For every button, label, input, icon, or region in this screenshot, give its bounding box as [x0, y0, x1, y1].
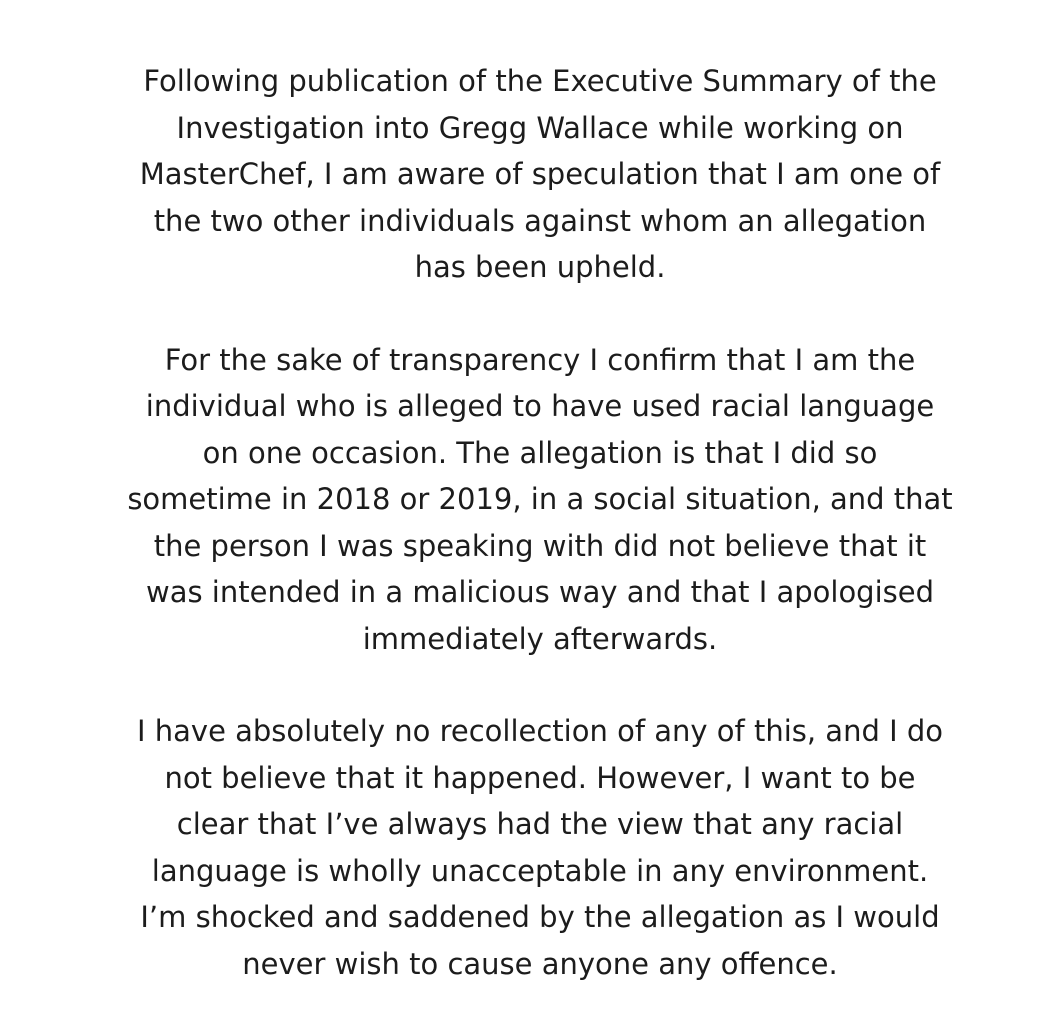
paragraph-1-line-2: Investigation into Gregg Wallace while working on [176, 110, 904, 145]
paragraph-1 [66, 58, 1014, 291]
paragraph-1-line-4: the two other individuals against whom an allegation [153, 203, 927, 238]
statement-text [0, 58, 1058, 987]
paragraph-2-line-1: For the sake of transparency I confirm that I am the [164, 342, 916, 377]
paragraph-1-line-3: MasterChef, I am aware of speculation that I am one of [139, 157, 941, 191]
paragraph-2-line-3: on one occasion. The allegation is that I did so [202, 435, 878, 470]
paragraph-3-line-2: not believe that it happened. However, I want to be [164, 760, 916, 795]
paragraph-2-line-6: was intended in a malicious way and that I apologised [145, 575, 935, 609]
paragraph-1-line-1: Following publication of the Executive Summary of the [143, 64, 937, 98]
paragraph-3-line-4: language is wholly unacceptable in any environment. [151, 853, 929, 888]
paragraph-1-line-5: has been upheld. [414, 250, 666, 284]
paragraph-2 [66, 337, 1014, 663]
paragraph-3-line-3: clear that I’ve always had the view that any racial [176, 807, 904, 841]
paragraph-3-line-6: never wish to cause anyone any offence. [242, 946, 838, 981]
paragraph-2-line-7: immediately afterwards. [362, 621, 718, 656]
paragraph-2-line-4: sometime in 2018 or 2019, in a social situation, and that [127, 482, 953, 516]
paragraph-2-line-2: individual who is alleged to have used racial language [145, 389, 935, 423]
paragraph-3 [66, 708, 1014, 987]
paragraph-3-line-5: I’m shocked and saddened by the allegation as I would [140, 900, 940, 934]
paragraph-3-line-1: I have absolutely no recollection of any of this, and I do [136, 714, 943, 748]
paragraph-2-line-5: the person I was speaking with did not believe that it [153, 528, 927, 563]
